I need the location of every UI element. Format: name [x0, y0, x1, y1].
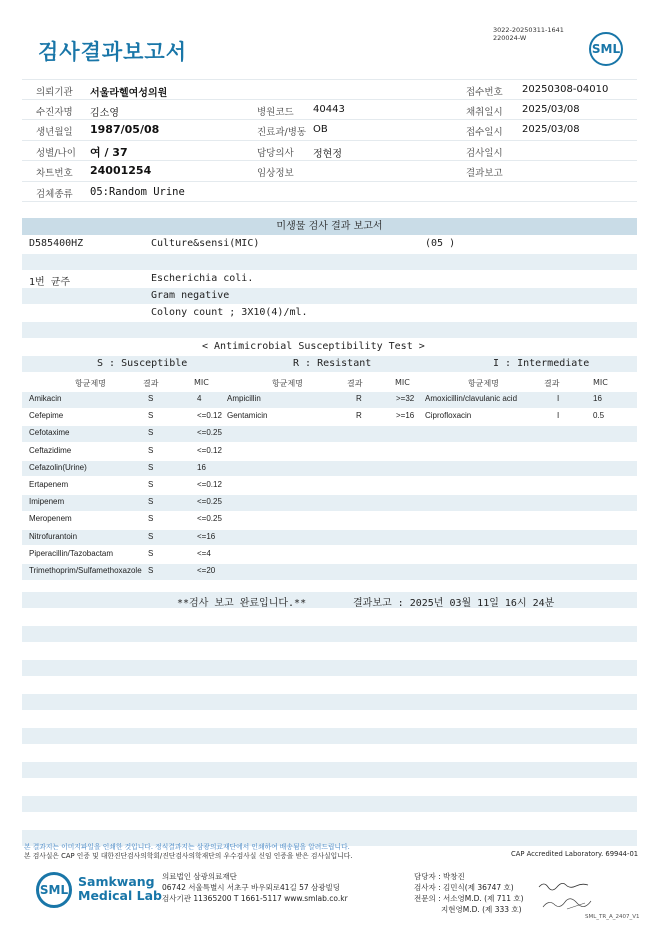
ast-row — [22, 564, 637, 580]
signature-image — [537, 879, 597, 915]
col-drug-header: 항균제명 — [75, 379, 106, 388]
ast-mic-cell: >=32 — [396, 394, 415, 403]
ast-drug-cell: Cefazolin(Urine) — [29, 462, 87, 472]
doctor-value: 정현정 — [313, 148, 342, 160]
report-datetime: 결과보고 : 2025년 03월 11일 16시 24분 — [353, 598, 555, 609]
company-address — [162, 871, 348, 904]
ast-drug-cell: Imipenem — [29, 497, 65, 507]
ast-row — [22, 461, 637, 477]
ast-result-cell: S — [148, 566, 154, 575]
ast-drug-cell: Meropenem — [29, 514, 72, 524]
ast-mic-cell: <=20 — [197, 566, 216, 575]
receipt-date-value: 2025/03/08 — [522, 124, 580, 135]
ast-drug-cell: Cefotaxime — [29, 428, 70, 438]
info-row-name — [22, 100, 637, 121]
collect-date-label: 채취일시 — [466, 106, 503, 118]
cap-accreditation: CAP Accredited Laboratory. 69944-01 — [511, 850, 639, 858]
ast-result-cell: S — [148, 445, 154, 455]
row-band — [22, 322, 637, 338]
legend-resistant: R : Resistant — [293, 358, 372, 369]
result-report-label: 결과보고 — [466, 168, 503, 179]
ast-result-cell: R — [356, 394, 362, 403]
ast-mic-cell: <=0.25 — [197, 514, 222, 524]
row-band — [22, 288, 637, 304]
ast-row — [22, 478, 637, 494]
ast-result-cell: S — [148, 514, 154, 524]
ast-row — [22, 426, 637, 442]
test-count: (05 ) — [425, 238, 456, 249]
empty-row-band — [22, 762, 637, 778]
ast-result-cell: S — [148, 411, 154, 421]
ast-drug-cell: Cefepime — [29, 411, 64, 421]
birth-value: 1987/05/08 — [90, 123, 160, 136]
ast-mic-cell: 16 — [593, 394, 602, 403]
ast-drug-cell: Ampicillin — [227, 394, 261, 403]
specimen-label: 검체종류 — [36, 188, 73, 200]
document-title: 검사결과보고서 — [38, 40, 188, 64]
ast-result-cell: S — [148, 462, 154, 472]
staff-specialist: 전문의 : 서소영M.D. (제 711 호) — [414, 894, 524, 903]
gram-stain: Gram negative — [151, 290, 230, 301]
ast-title: < Antimicrobial Susceptibility Test > — [202, 341, 425, 352]
staff-manager: 담당자 : 박창진 — [414, 872, 465, 881]
test-name: Culture&sensi(MIC) — [151, 238, 260, 249]
empty-row-band — [22, 694, 637, 710]
col-result-header: 결과 — [544, 379, 560, 388]
birth-label: 생년월일 — [36, 127, 73, 138]
info-row-specimen — [22, 182, 637, 203]
org-name: 의료법인 삼광의료재단 — [162, 872, 237, 881]
ast-drug-cell: Ceftazidime — [29, 445, 72, 455]
ast-drug-cell: Amoxicillin/clavulanic acid — [425, 394, 518, 403]
form-code: SML_TR_A_2407_V1 — [585, 914, 640, 920]
specimen-value: 05:Random Urine — [90, 185, 185, 198]
ast-result-cell: S — [148, 428, 154, 438]
ast-row — [22, 392, 637, 408]
ast-mic-cell: <=0.25 — [197, 497, 222, 507]
col-mic-header: MIC — [593, 378, 608, 387]
footer-note-certification: 본 검사실은 CAP 인증 및 대한진단검사의학회/진단검사의학재단의 우수검사실 신임 인증을 받은 검사실입니다. — [24, 852, 353, 860]
organism-number: 1번 균주 — [29, 277, 71, 288]
receipt-no-value: 20250308-04010 — [522, 84, 609, 95]
test-line — [22, 236, 637, 252]
collect-date-value: 2025/03/08 — [522, 103, 580, 115]
ast-result-cell: I — [557, 394, 560, 403]
chart-label: 차트번호 — [36, 168, 73, 179]
company-name — [78, 875, 162, 903]
document-code — [493, 26, 564, 42]
ast-mic-cell: <=4 — [197, 548, 211, 558]
staff-block — [414, 871, 524, 915]
report-complete-text: **검사 보고 완료입니다.** — [177, 598, 307, 609]
name-label: 수진자명 — [36, 106, 73, 118]
clinical-label: 임상정보 — [257, 168, 294, 179]
ast-row — [22, 409, 637, 425]
ast-row — [22, 512, 637, 528]
sml-logo-top: SML — [589, 32, 623, 66]
empty-row-band — [22, 660, 637, 676]
empty-row-band — [22, 626, 637, 642]
footer-note-print: 본 결과지는 이미지파일을 인쇄한 것입니다. 정식결과지는 삼광의료재단에서 인쇄하여 배송됨을 알려드립니다. — [24, 843, 350, 851]
dept-value: OB — [313, 124, 328, 135]
doctor-label: 담당의사 — [257, 147, 294, 159]
chart-value: 24001254 — [90, 164, 152, 177]
ast-result-cell: S — [148, 497, 154, 507]
colony-count: Colony count ; 3X10(4)/ml. — [151, 307, 308, 318]
ast-drug-cell: Nitrofurantoin — [29, 531, 78, 541]
ast-table-header — [22, 378, 637, 390]
receipt-date-label: 접수일시 — [466, 127, 503, 138]
institution-label: 의뢰기관 — [36, 87, 73, 98]
ast-mic-cell: 4 — [197, 394, 202, 403]
ast-drug-cell: Gentamicin — [227, 411, 268, 421]
ast-mic-cell: >=16 — [396, 411, 415, 421]
ast-mic-cell: <=0.12 — [197, 480, 222, 489]
ast-result-cell: S — [148, 394, 154, 403]
empty-row-band — [22, 796, 637, 812]
document-code-line2: 220024-W — [493, 34, 527, 42]
col-mic-header: MIC — [194, 378, 209, 387]
ast-result-cell: R — [356, 411, 362, 421]
hospital-code-value: 40443 — [313, 103, 345, 115]
col-drug-header: 항균제명 — [272, 379, 303, 388]
info-row-birth — [22, 120, 637, 141]
ast-mic-cell: <=0.12 — [197, 445, 222, 455]
legend-intermediate: I : Intermediate — [493, 358, 590, 369]
institution-value: 서울라헬여성의원 — [90, 88, 168, 99]
col-result-header: 결과 — [347, 379, 363, 388]
ast-row — [22, 530, 637, 546]
ast-result-cell: S — [148, 531, 154, 541]
sml-logo: SML — [36, 872, 72, 908]
contact-line: 검사기관 11365200 T 1661-5117 www.smlab.co.kr — [162, 894, 348, 903]
ast-row — [22, 444, 637, 460]
section-title: 미생물 검사 결과 보고서 — [22, 218, 637, 235]
ast-mic-cell: 0.5 — [593, 411, 605, 421]
ast-result-cell: S — [148, 480, 154, 489]
ast-drug-cell: Amikacin — [29, 394, 62, 403]
sex-age-value: 여 / 37 — [90, 145, 128, 159]
legend-susceptible: S : Susceptible — [97, 358, 188, 369]
col-result-header: 결과 — [143, 379, 159, 388]
row-band — [22, 254, 637, 270]
document-code-line1: 3022-20250311-1641 — [493, 26, 564, 34]
col-drug-header: 항균제명 — [468, 379, 499, 388]
empty-row-band — [22, 728, 637, 744]
address-line: 06742 서울특별시 서초구 바우뫼로41길 57 삼광빌딩 — [162, 883, 341, 892]
sex-age-label: 성별/나이 — [36, 147, 76, 159]
dept-label: 진료과/병동 — [257, 127, 307, 138]
receipt-no-label: 접수번호 — [466, 87, 503, 98]
company-name-line2: Medical Lab — [78, 888, 162, 903]
company-name-line1: Samkwang — [78, 874, 155, 889]
info-row-sex-age — [22, 141, 637, 162]
organism-name: Escherichia coli. — [151, 273, 254, 284]
ast-drug-cell: Piperacillin/Tazobactam — [29, 548, 114, 558]
col-mic-header: MIC — [395, 378, 410, 387]
ast-drug-cell: Ciprofloxacin — [425, 411, 472, 421]
patient-info — [22, 79, 637, 202]
ast-mic-cell: <=16 — [197, 531, 216, 541]
ast-drug-cell: Trimethoprim/Sulfamethoxazole — [29, 566, 142, 575]
test-date-label: 검사일시 — [466, 147, 503, 159]
info-row-chart — [22, 161, 637, 182]
test-code: D585400HZ — [29, 238, 84, 249]
ast-row — [22, 495, 637, 511]
ast-mic-cell: <=0.25 — [197, 428, 222, 438]
ast-mic-cell: 16 — [197, 462, 206, 472]
ast-result-cell: S — [148, 548, 154, 558]
ast-mic-cell: <=0.12 — [197, 411, 222, 421]
staff-specialist-2: 지현영M.D. (제 333 호) — [441, 905, 522, 914]
ast-result-cell: I — [557, 411, 560, 421]
ast-drug-cell: Ertapenem — [29, 480, 69, 489]
info-row-institution — [22, 79, 637, 100]
name-value: 김소영 — [90, 107, 119, 119]
ast-row — [22, 547, 637, 563]
staff-examiner: 검사자 : 김민식(제 36747 호) — [414, 883, 514, 892]
hospital-code-label: 병원코드 — [257, 106, 294, 118]
